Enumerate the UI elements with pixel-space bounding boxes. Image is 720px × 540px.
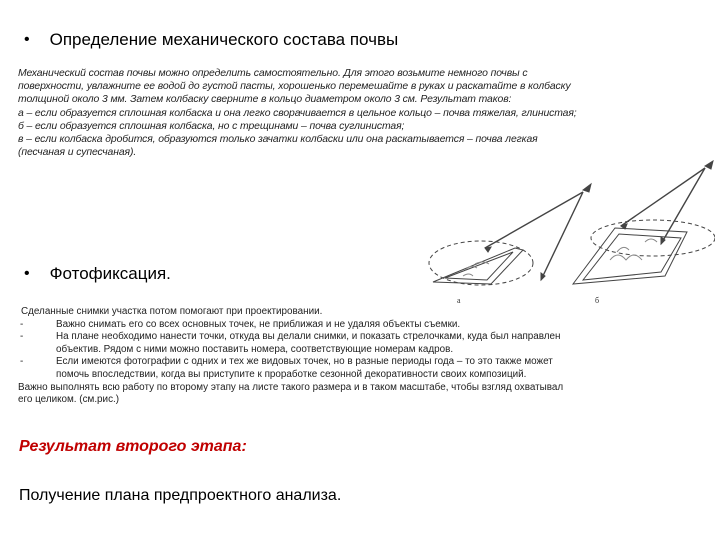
text-line: объектив. Рядом с ними можно поставить номера, соответствующие номерам кадров. <box>56 343 454 355</box>
figure-b <box>573 161 715 284</box>
photo-viewpoints-figure <box>405 160 715 310</box>
bullet: • <box>24 31 30 48</box>
result-text: Получение плана предпроектного анализа. <box>19 487 342 504</box>
text-line: помочь впоследствии, когда вы приступите к проработке сезонной декоративности своих композиций. <box>56 368 527 380</box>
section-heading-photo <box>24 264 171 284</box>
figure-label-a: а <box>457 296 461 305</box>
text-line: его целиком. (см.рис.) <box>18 394 120 406</box>
figure-a <box>429 184 591 285</box>
text-line: На плане необходимо нанести точки, откуда вы делали снимки, и показать стрелочками, куда был направлен <box>56 331 561 343</box>
section-heading-soil <box>24 30 398 50</box>
dash: - <box>20 318 24 330</box>
text-line: Механический состав почвы можно определить самостоятельно. Для этого возьмите немного почвы с <box>18 68 528 79</box>
heading-text: Фотофиксация. <box>49 264 171 283</box>
case-b: б – если образуется сплошная колбаска, но с трещинами – почва суглинистая; <box>18 120 405 132</box>
photo-paragraph <box>18 306 708 407</box>
list-item <box>18 331 708 356</box>
heading-text: Определение механического состава почвы <box>49 30 399 49</box>
text-line: Важно выполнять всю работу по второму этапу на листе такого размера и в таком масштабе, чтобы взгляд охватывал <box>18 381 564 393</box>
dash: - <box>20 331 24 343</box>
list-item <box>18 319 708 332</box>
text-line: поверхности, увлажните ее водой до густой пасты, хорошенько перемешайте в руках и раскатайте в колбаску <box>18 81 571 93</box>
dash: - <box>20 356 24 368</box>
result-heading: Результат второго этапа: <box>19 438 247 455</box>
list-item <box>18 356 708 381</box>
bullet: • <box>24 265 30 282</box>
figure-label-b: б <box>595 296 600 305</box>
soil-paragraph <box>18 67 708 159</box>
case-v-cont: (песчаная и супесчаная). <box>18 147 137 159</box>
text-line: толщиной около 3 мм. Затем колбаску сверните в кольцо диаметром около 3 см. Результат таков: <box>18 94 512 106</box>
text-line: Сделанные снимки участка потом помогают при проектировании. <box>21 306 323 317</box>
text-line: Если имеются фотографии с одних и тех же видовых точек, но в разные периоды года – то это также может <box>56 356 553 368</box>
case-a: а – если образуется сплошная колбаска и она легко сворачивается в цельное кольцо – почва тяжелая, глинистая; <box>18 107 577 119</box>
text-line: Важно снимать его со всех основных точек, не приближая и не удаляя объекты съемки. <box>56 318 461 330</box>
case-v: в – если колбаска дробится, образуются только зачатки колбаски или она раскатывается – почва легкая <box>18 134 538 146</box>
